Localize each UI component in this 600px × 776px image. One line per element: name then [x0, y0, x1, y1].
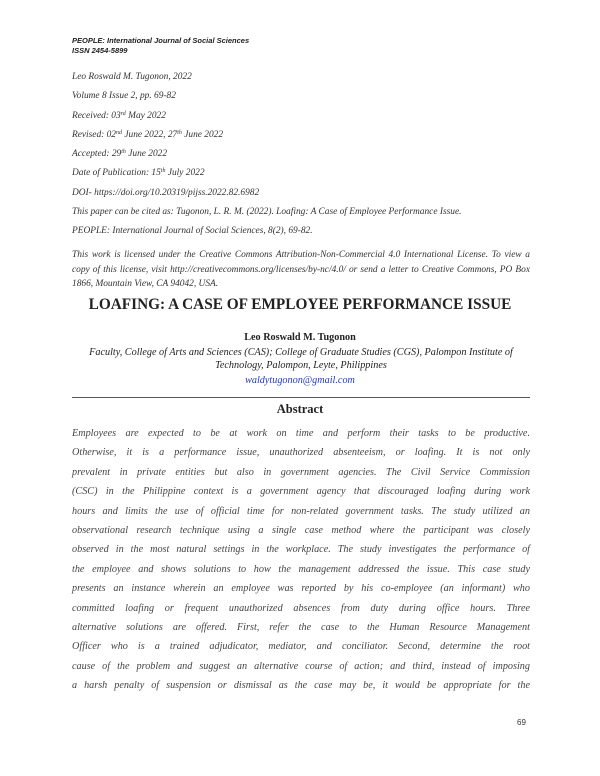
- abstract-line: committed loafing or frequent unauthorized absences from duty during office hours. Three: [72, 602, 530, 614]
- citation-line-2: PEOPLE: International Journal of Social Sciences, 8(2), 69-82.: [72, 226, 313, 237]
- author-name: Leo Roswald M. Tugonon: [244, 332, 356, 343]
- citation-line-1: This paper can be cited as: Tugonon, L. R. M. (2022). Loafing: A Case of Employee Performance Issue.: [72, 207, 462, 218]
- abstract-line: Officer who is a trained adjudicator, mediator, and conciliator. Second, determine the root: [72, 641, 530, 653]
- accepted-date: Accepted: 29th June 2022: [72, 149, 168, 160]
- abstract-line: observed in the most natural settings in the workplace. The study investigates the performance of: [72, 544, 530, 556]
- abstract-body: [72, 424, 530, 695]
- page-number: 69: [517, 718, 526, 727]
- abstract-line: cause of the problem and suggest an alternative course of action; and third, instead of imposing: [72, 660, 530, 672]
- revised-date: Revised: 02nd June 2022, 27th June 2022: [72, 129, 224, 140]
- paper-title: LOAFING: A CASE OF EMPLOYEE PERFORMANCE ISSUE: [88, 296, 512, 313]
- journal-issn: ISSN 2454-5899: [72, 46, 128, 55]
- abstract-line: hours and limits the use of official time for non-related government tasks. The study utilized an: [72, 505, 530, 517]
- abstract-line: (CSC) in the Philippine context is a government agency that discouraged loafing during work: [72, 486, 530, 498]
- license-notice: This work is licensed under the Creative Commons Attribution-Non-Commercial 4.0 International License. To view a copy of this license, visit http://creativecommons.org/licenses/by-nc/4.0/ or send a letter to Creative Commons, PO Box 1866, Mountain View, CA 94042, USA.: [72, 250, 530, 290]
- abstract-line: alternative solutions are offered. First, refer the case to the Human Resource Management: [72, 621, 530, 633]
- author-year: Leo Roswald M. Tugonon, 2022: [72, 72, 192, 82]
- doi-link[interactable]: DOI- https://doi.org/10.20319/pijss.2022.82.6982: [72, 187, 260, 198]
- abstract-heading: Abstract: [276, 402, 324, 416]
- abstract-line: observational research technique using a single case method where the participant was closely: [72, 524, 530, 536]
- journal-name: PEOPLE: International Journal of Social Sciences: [72, 36, 250, 45]
- publication-date: Date of Publication: 15th July 2022: [72, 168, 205, 179]
- abstract-line: Otherwise, it is a performance issue, unauthorized absenteeism, or loafing. It is not only: [72, 447, 530, 459]
- volume-info: Volume 8 Issue 2, pp. 69-82: [72, 91, 176, 102]
- abstract-line: the employee and shows solutions to how the management addressed the issue. This case study: [72, 563, 530, 575]
- abstract-line: presents an instance wherein an employee was reported by his co-employee (an informant) who: [72, 583, 530, 595]
- author-affiliation: Faculty, College of Arts and Sciences (CAS); College of Graduate Studies (CGS), Palompon Institute of Technology, Palompon, Leyte, Philippines: [89, 347, 513, 372]
- journal-header: [72, 36, 249, 56]
- received-date: Received: 03rd May 2022: [72, 110, 166, 121]
- abstract-line: Employees are expected to be at work on time and perform their tasks to be productive.: [72, 428, 530, 439]
- divider: [72, 397, 530, 398]
- abstract-line: prevalent in private entities but also in government agencies. The Civil Service Commission: [72, 466, 530, 478]
- article-metadata: [72, 68, 532, 242]
- abstract-line: a harsh penalty of suspension or dismissal as the case may be, it would be appropriate for the: [72, 680, 530, 692]
- author-email[interactable]: waldytugonon@gmail.com: [245, 375, 355, 386]
